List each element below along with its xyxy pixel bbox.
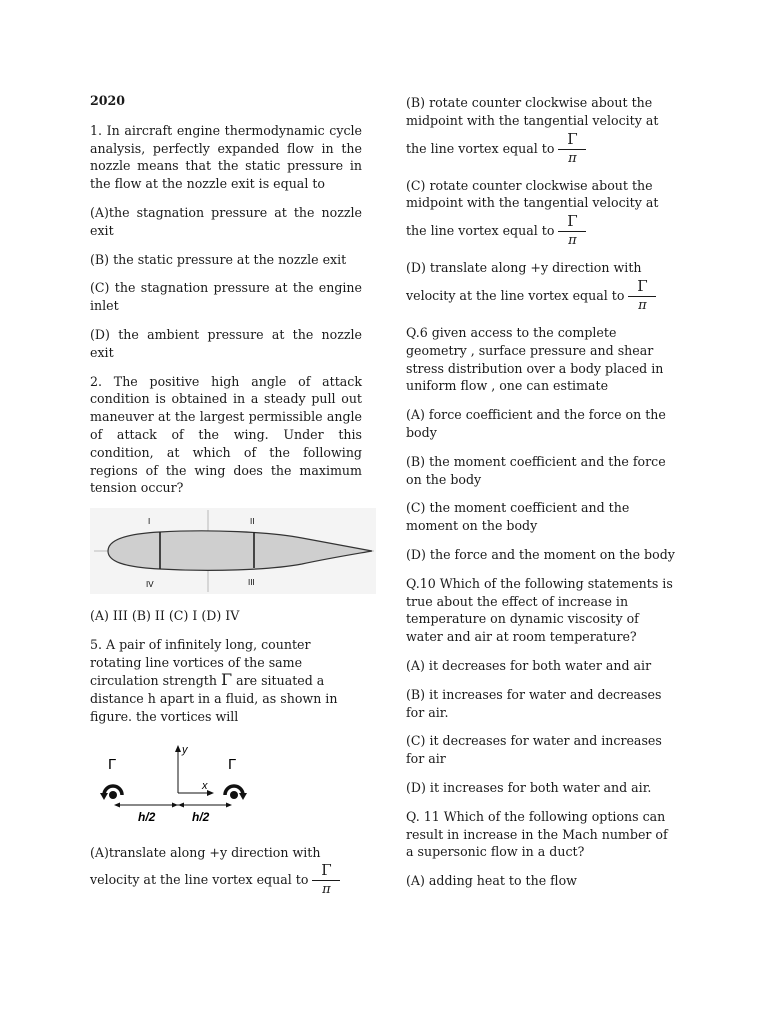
q6-option-a: (A) force coefficient and the force on the body <box>406 407 666 440</box>
question-1: 1. In aircraft engine thermodynamic cycle analysis, perfectly expanded flow in the nozzle means that the static pressure in the flow at the nozzle exit is equal to <box>90 122 362 192</box>
fraction-denominator: π <box>568 150 577 166</box>
q5-option-d-text: velocity at the line vortex equal to <box>406 288 625 304</box>
fraction-numerator: Γ <box>312 863 340 881</box>
vortex-left-icon <box>100 786 122 800</box>
right-column <box>406 94 678 901</box>
gamma-symbol: Γ <box>220 670 233 690</box>
question-11: Q. 11 Which of the following options can result in increase in the Mach number of a supersonic flow in a duct? <box>406 808 668 860</box>
vortex-h2-left: h/2 <box>138 809 156 824</box>
fraction-gamma-over-pi <box>312 863 340 897</box>
q2-options: (A) III (B) II (C) I (D) IV <box>90 607 240 623</box>
q6-option-c: (C) the moment coefficient and the moment on the body <box>406 500 630 534</box>
fraction-numerator: Γ <box>558 132 586 150</box>
q6-option-d: (D) the force and the moment on the body <box>406 546 675 562</box>
q1-option-c: (C) the stagnation pressure at the engine inlet <box>90 280 362 314</box>
q5-option-a-line2 <box>90 863 362 897</box>
fraction-gamma-over-pi <box>558 214 586 248</box>
q5-option-c-line2 <box>406 214 678 248</box>
fraction-gamma-over-pi <box>628 276 656 313</box>
q5-option-a-text: velocity at the line vortex equal to <box>90 872 309 888</box>
q11-option-a: (A) adding heat to the flow <box>406 873 577 889</box>
vortex-axis-y: y <box>182 743 188 756</box>
fraction-numerator: Γ <box>628 279 656 297</box>
question-10: Q.10 Which of the following statements is true about the effect of increase in temperature on dynamic viscosity of water and air at room temperature? <box>406 575 673 645</box>
vortex-right-icon <box>225 786 247 800</box>
q1-option-d: (D) the ambient pressure at the nozzle exit <box>90 326 362 360</box>
q5-text-pre: 5. A pair of infinitely long, counter rotating line vortices of the same circulation strength <box>90 636 311 689</box>
vortex-gamma-right: Γ <box>228 755 237 773</box>
q10-option-b: (B) it increases for water and decreases for air. <box>406 686 662 720</box>
q1-option-b: (B) the static pressure at the nozzle exit <box>90 251 347 267</box>
q10-option-c: (C) it decreases for water and increases for air <box>406 733 662 767</box>
q10-option-d: (D) it increases for both water and air. <box>406 779 652 795</box>
fraction-denominator: π <box>568 233 577 249</box>
airfoil-label-iv: IV <box>146 580 154 590</box>
q5-option-d-line1: (D) translate along +y direction with <box>406 260 642 276</box>
question-5 <box>90 636 362 726</box>
year-heading: 2020 <box>90 93 126 108</box>
vortex-figure <box>94 737 362 834</box>
q5-option-a-line1: (A)translate along +y direction with <box>90 844 321 860</box>
q5-option-b-line2 <box>406 129 678 166</box>
vortex-gamma-left: Γ <box>108 755 117 773</box>
airfoil-label-iii: III <box>248 578 255 588</box>
question-6: Q.6 given access to the complete geometry , surface pressure and shear stress distribution over a body placed in uniform flow , one can estimate <box>406 324 664 394</box>
airfoil-figure <box>90 508 362 599</box>
vortex-axis-x: x <box>202 779 208 792</box>
q5-option-c-text: the line vortex equal to <box>406 223 555 239</box>
airfoil-label-ii: II <box>250 517 255 527</box>
q5-option-d-line2 <box>406 276 678 313</box>
airfoil-label-i: I <box>148 517 151 527</box>
q1-option-a: (A)the stagnation pressure at the nozzle exit <box>90 204 362 238</box>
q5-option-b-line1: (B) rotate counter clockwise about the midpoint with the tangential velocity at <box>406 95 659 128</box>
q5-option-b-text: the line vortex equal to <box>406 140 555 156</box>
fraction-denominator: π <box>322 882 331 898</box>
question-2: 2. The positive high angle of attack condition is obtained in a steady pull out maneuver at the largest permissible angle of attack of the wing. Under this condition, at which of the following regions of the wing does the maximum tension occur? <box>90 373 362 496</box>
fraction-gamma-over-pi <box>558 129 586 166</box>
left-column <box>90 92 362 908</box>
fraction-denominator: π <box>638 297 647 313</box>
q5-option-c-line1: (C) rotate counter clockwise about the midpoint with the tangential velocity at <box>406 177 659 211</box>
fraction-numerator: Γ <box>558 214 586 232</box>
q6-option-b: (B) the moment coefficient and the force on the body <box>406 453 666 487</box>
q5-text-post: are situated a distance h apart in a fluid, as shown in figure. the vortices will <box>90 673 338 724</box>
q10-option-a: (A) it decreases for both water and air <box>406 657 652 673</box>
vortex-h2-right: h/2 <box>192 809 210 824</box>
